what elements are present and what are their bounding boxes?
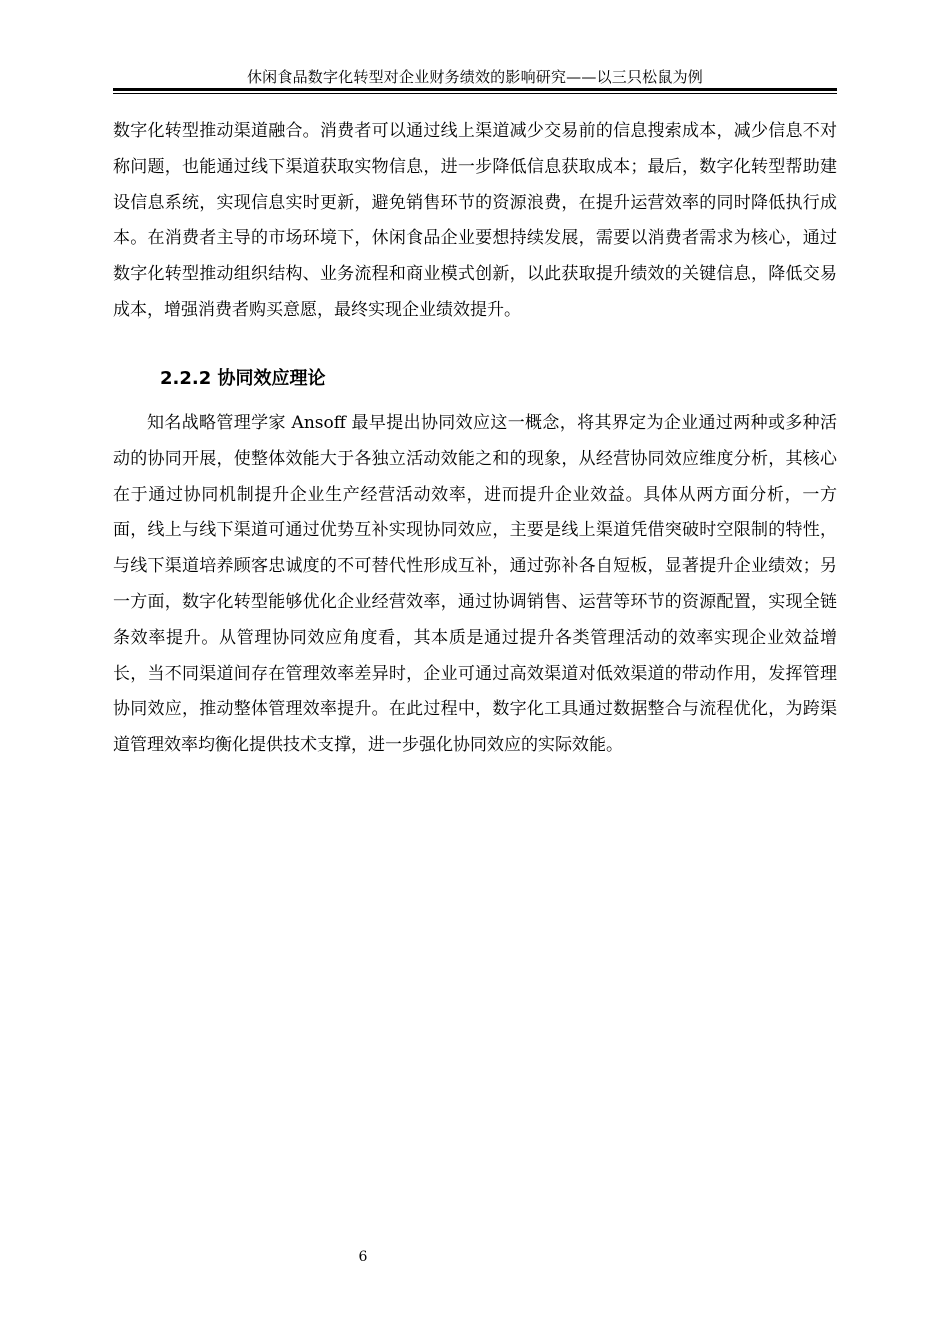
header-rule-thin [113, 93, 837, 94]
header-rule-thick [113, 88, 837, 91]
body-paragraph-1: 数字化转型推动渠道融合。消费者可以通过线上渠道减少交易前的信息搜索成本，减少信息不对称问题，也能通过线下渠道获取实物信息，进一步降低信息获取成本；最后，数字化转型帮助建设信息系统，实现信息实时更新，避免销售环节的资源浪费，在提升运营效率的同时降低执行成本。在消费者主导的市场环境下，休闲食品企业要想持续发展，需要以消费者需求为核心，通过数字化转型推动组织结构、业务流程和商业模式创新，以此获取提升绩效的关键信息，降低交易成本，增强消费者购买意愿，最终实现企业绩效提升。 [113, 121, 837, 320]
page-number: 6 [358, 1249, 368, 1265]
running-header: 休闲食品数字化转型对企业财务绩效的影响研究——以三只松鼠为例 [246, 68, 703, 86]
section-heading: 2.2.2 协同效应理论 [160, 368, 326, 389]
body-paragraph-2: 知名战略管理学家 Ansoff 最早提出协同效应这一概念，将其界定为企业通过两种或多种活动的协同开展，使整体效能大于各独立活动效能之和的现象，从经营协同效应维度分析，其核心在于通过协同机制提升企业生产经营活动效率，进而提升企业效益。具体从两方面分析，一方面，线上与线下渠道可通过优势互补实现协同效应，主要是线上渠道凭借突破时空限制的特性，与线下渠道培养顾客忠诚度的不可替代性形成互补，通过弥补各自短板，显著提升企业绩效；另一方面，数字化转型能够优化企业经营效率，通过协调销售、运营等环节的资源配置，实现全链条效率提升。从管理协同效应角度看，其本质是通过提升各类管理活动的效率实现企业效益增长，当不同渠道间存在管理效率差异时，企业可通过高效渠道对低效渠道的带动作用，发挥管理协同效应，推动整体管理效率提升。在此过程中，数字化工具通过数据整合与流程优化，为跨渠道管理效率均衡化提供技术支撑，进一步强化协同效应的实际效能。 [113, 413, 837, 756]
